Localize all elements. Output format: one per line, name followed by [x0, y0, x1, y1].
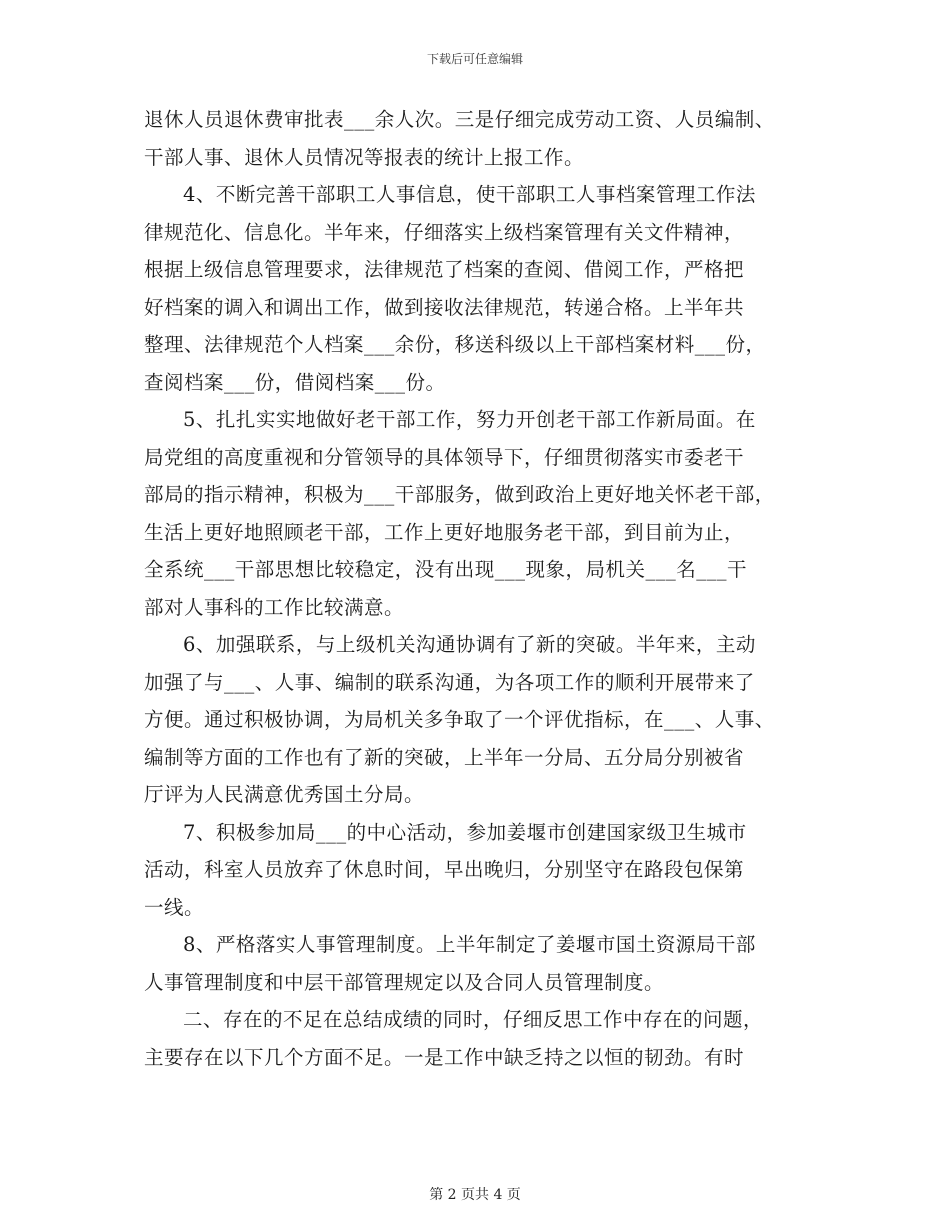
text-line: 加强了与___、人事、编制的联系沟通，为各项工作的顺利开展带来了	[144, 670, 755, 694]
text-line: 局党组的高度重视和分管领导的具体领导下，仔细贯彻落实市委老干	[144, 445, 745, 469]
text-line: 方便。通过积极协调，为局机关多争取了一个评优指标，在___、人事、	[144, 708, 775, 731]
text-line: 退休人员退休费审批表___余人次。三是仔细完成劳动工资、人员编制、	[144, 108, 775, 131]
text-line: 查阅档案___份，借阅档案___份。	[144, 370, 446, 394]
paragraph	[144, 926, 809, 1001]
paragraph	[144, 101, 809, 176]
text-line: 生活上更好地照顾老干部，工作上更好地服务老干部，到目前为止，	[144, 520, 745, 544]
text-line: 主要存在以下几个方面不足。一是工作中缺乏持之以恒的韧劲。有时	[144, 1045, 745, 1069]
text-line: 一线。	[144, 895, 205, 919]
text-line: 8、严格落实人事管理制度。上半年制定了姜堰市国土资源局干部	[183, 933, 756, 956]
text-line: 7、积极参加局___的中心活动，参加姜堰市创建国家级卫生城市	[183, 820, 747, 844]
paragraph	[144, 626, 809, 814]
text-line: 二、存在的不足在总结成绩的同时，仔细反思工作中存在的问题，	[183, 1008, 764, 1031]
paragraph	[144, 1001, 809, 1076]
paragraph	[144, 814, 809, 927]
text-line: 干部人事、退休人员情况等报表的统计上报工作。	[144, 145, 585, 169]
paragraph	[144, 176, 809, 401]
text-line: 律规范化、信息化。半年来，仔细落实上级档案管理有关文件精神，	[144, 220, 745, 244]
text-line: 人事管理制度和中层干部管理规定以及合同人员管理制度。	[144, 970, 665, 994]
text-line: 5、扎扎实实地做好老干部工作，努力开创老干部工作新局面。在	[183, 408, 756, 431]
document-body	[144, 101, 809, 1076]
page-header: 下载后可任意编辑	[426, 52, 523, 66]
text-line: 4、不断完善干部职工人事信息，使干部职工人事档案管理工作法	[183, 183, 756, 206]
text-line: 部局的指示精神，积极为___干部服务，做到政治上更好地关怀老干部，	[144, 483, 775, 506]
text-line: 厅评为人民满意优秀国土分局。	[144, 783, 425, 806]
page-footer: 第 2 页共 4 页	[429, 1187, 521, 1203]
text-line: 部对人事科的工作比较满意。	[144, 595, 405, 619]
text-line: 活动，科室人员放弃了休息时间，早出晚归，分别坚守在路段包保第	[144, 858, 745, 881]
text-line: 根据上级信息管理要求，法律规范了档案的查阅、借阅工作，严格把	[144, 258, 745, 281]
text-line: 全系统___干部思想比较稳定，没有出现___现象，局机关___名___干	[144, 558, 748, 581]
text-line: 好档案的调入和调出工作，做到接收法律规范，转递合格。上半年共	[144, 295, 745, 319]
text-line: 6、加强联系，与上级机关沟通协调有了新的突破。半年来，主动	[183, 633, 756, 656]
text-line: 整理、法律规范个人档案___余份，移送科级以上干部档案材料___份，	[144, 333, 766, 356]
paragraph	[144, 401, 809, 626]
text-line: 编制等方面的工作也有了新的突破，上半年一分局、五分局分别被省	[144, 745, 745, 769]
